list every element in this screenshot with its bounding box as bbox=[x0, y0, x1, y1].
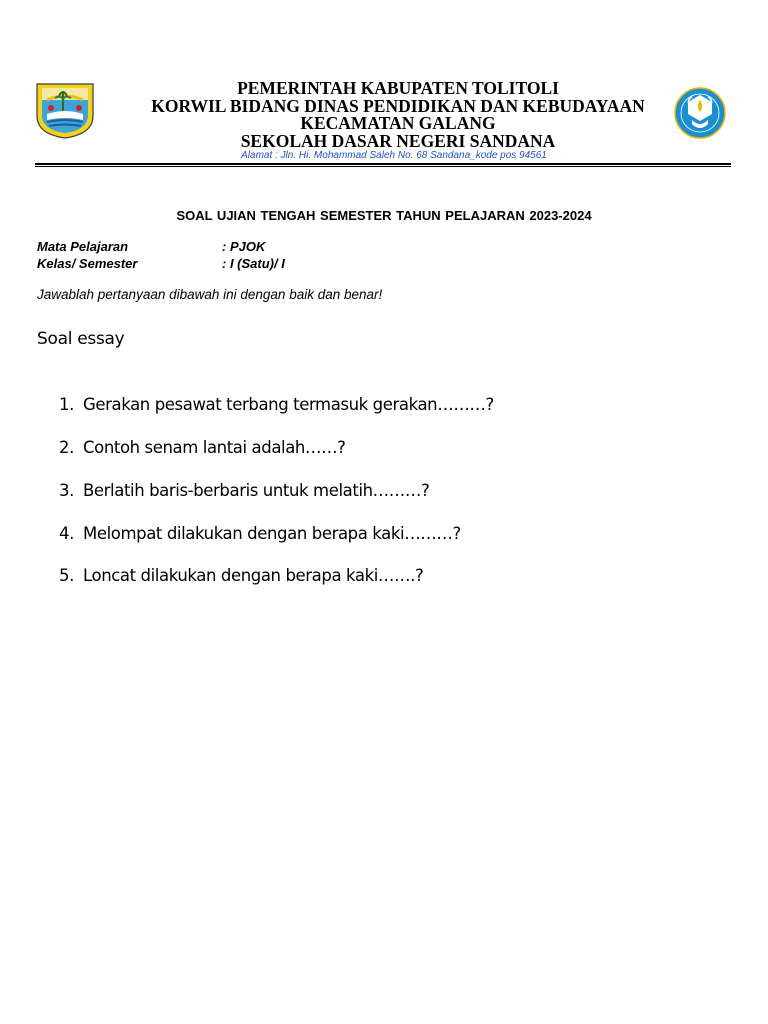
meta-class-value: : I (Satu)/ I bbox=[222, 256, 285, 271]
question-text: Contoh senam lantai adalah……? bbox=[83, 438, 346, 457]
header-district: KECAMATAN GALANG bbox=[300, 113, 496, 133]
question-item bbox=[59, 481, 429, 500]
question-text: Berlatih baris-berbaris untuk melatih………? bbox=[83, 481, 430, 500]
meta-subject-value: : PJOK bbox=[222, 239, 266, 254]
header-school-name: SEKOLAH DASAR NEGERI SANDANA bbox=[240, 131, 556, 151]
school-address: Alamat : Jln. Hi. Mohammad Saleh No. 68 Sandana_kode pos 94561 bbox=[241, 150, 547, 161]
question-number: 5. bbox=[59, 566, 74, 585]
header-government: PEMERINTAH KABUPATEN TOLITOLI bbox=[237, 78, 559, 98]
question-text: Gerakan pesawat terbang termasuk gerakan………? bbox=[83, 395, 494, 414]
question-text: Melompat dilakukan dengan berapa kaki………? bbox=[83, 524, 461, 543]
question-number: 2. bbox=[59, 438, 74, 457]
meta-subject bbox=[37, 239, 265, 254]
question-text: Loncat dilakukan dengan berapa kaki…….? bbox=[83, 566, 424, 585]
meta-class-label: Kelas/ Semester bbox=[37, 256, 138, 271]
instruction-text: Jawablah pertanyaan dibawah ini dengan baik dan benar! bbox=[37, 287, 383, 302]
section-title: Soal essay bbox=[37, 329, 125, 349]
header-divider-thin bbox=[35, 166, 731, 167]
question-number: 1. bbox=[59, 395, 74, 414]
question-number: 3. bbox=[59, 481, 74, 500]
question-number: 4. bbox=[59, 524, 74, 543]
header-divider-thick bbox=[35, 163, 731, 165]
meta-class-semester bbox=[37, 256, 285, 271]
question-item bbox=[59, 566, 423, 585]
question-item bbox=[59, 524, 461, 543]
question-item bbox=[59, 395, 494, 414]
header-department: KORWIL BIDANG DINAS PENDIDIKAN DAN KEBUDAYAAN bbox=[151, 96, 645, 116]
meta-subject-label: Mata Pelajaran bbox=[37, 239, 129, 254]
exam-title: SOAL UJIAN TENGAH SEMESTER TAHUN PELAJARAN 2023-2024 bbox=[176, 208, 592, 223]
question-item bbox=[59, 438, 346, 457]
